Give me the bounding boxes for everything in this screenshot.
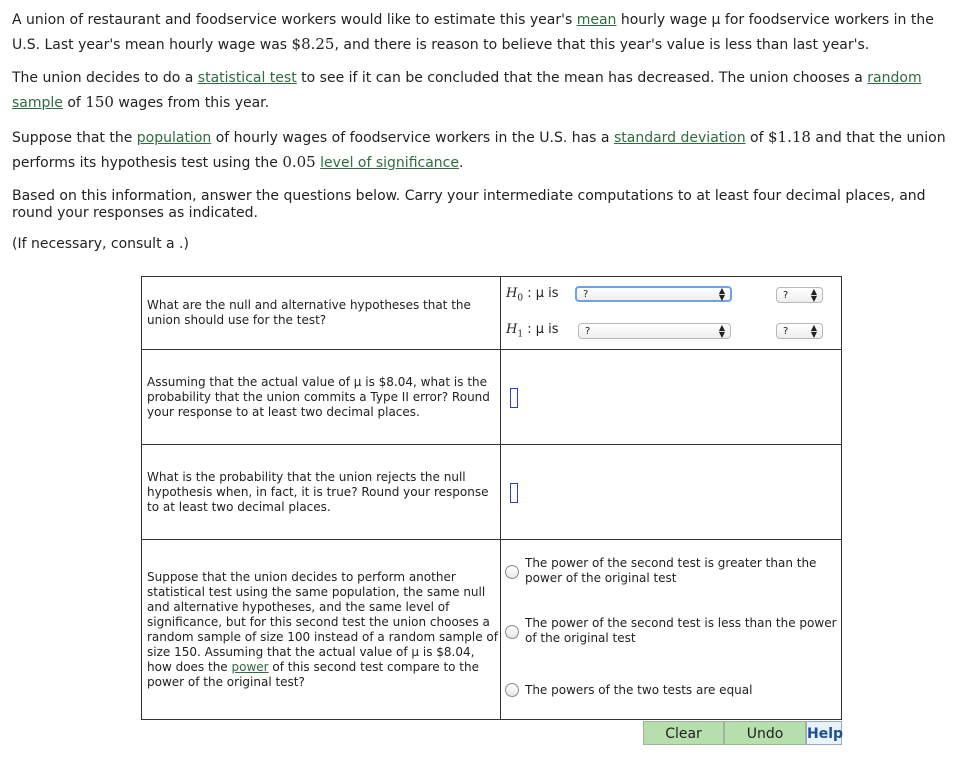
- h0-relation-select[interactable]: [575, 286, 732, 302]
- power-comparison-answer: [501, 540, 842, 720]
- power-link[interactable]: power: [231, 659, 269, 674]
- intro-text: A union of restaurant and foodservice workers would like to estimate this year's: [12, 12, 577, 28]
- h0-subscript: 0: [517, 293, 524, 304]
- alpha-value: 0.05: [282, 153, 316, 171]
- population-link[interactable]: population: [136, 130, 212, 146]
- h1-label: [506, 322, 559, 340]
- level-of-significance-link[interactable]: level of significance: [320, 155, 459, 171]
- h1-subscript: 1: [517, 329, 524, 340]
- question-row-2: [142, 350, 842, 445]
- questions-table: [141, 276, 842, 720]
- radio-circle-icon[interactable]: [505, 565, 519, 579]
- updown-arrow-icon: ▲ ▼: [810, 323, 817, 339]
- power-option-equal[interactable]: [505, 683, 752, 698]
- intro-text: to see if it can be concluded that the mean has decreased. The union chooses a: [296, 70, 868, 86]
- intro-text: and that the union performs its hypothesis test using the: [12, 130, 946, 171]
- h0-is-text: : μ is: [527, 286, 559, 301]
- h1-is-text: : μ is: [527, 322, 559, 337]
- sample-size: 150: [85, 93, 114, 111]
- intro-text: The union decides to do a: [12, 70, 198, 86]
- question-row-4: [142, 540, 842, 720]
- intro-text: Suppose that the: [12, 130, 137, 146]
- updown-arrow-icon: ▲ ▼: [810, 287, 817, 303]
- radio-circle-icon[interactable]: [505, 683, 519, 697]
- type-ii-answer: [501, 350, 842, 445]
- intro-text: of hourly wages of foodservice workers in the U.S. has a: [211, 130, 614, 146]
- hypotheses-answer: [501, 277, 842, 350]
- intro-text: , and there is reason to believe that this year's value is less than last year's.: [334, 37, 870, 53]
- question-1-text: What are the null and alternative hypotheses that the union should use for the test?: [142, 277, 501, 350]
- question-row-1: [142, 277, 842, 350]
- intro-text: hourly wage μ for foodservice workers in the U.S. Last year's mean hourly wage was: [12, 12, 934, 53]
- h1-symbol: H: [506, 322, 518, 337]
- instructions: Based on this information, answer the questions below. Carry your intermediate computations to at least four decimal places, and round your responses as indicated.: [12, 188, 926, 221]
- type-ii-probability-input[interactable]: [510, 388, 518, 408]
- radio-circle-icon[interactable]: [505, 625, 519, 639]
- power-option-less-label: The power of the second test is less than the power of the original test: [525, 616, 837, 645]
- consult-note: (If necessary, consult a .): [12, 236, 189, 252]
- power-option-greater[interactable]: [505, 556, 841, 586]
- sd-value: $1.18: [768, 128, 811, 146]
- intro-text: of: [745, 130, 768, 146]
- updown-arrow-icon: ▲ ▼: [718, 323, 725, 339]
- type-i-answer: [501, 445, 842, 540]
- question-4-text-part: Suppose that the union decides to perform another statistical test using the same population, the same null and alternative hypotheses, and the same level of significance, but for this second test the union chooses a random sample of size 100 instead of a random sample of size 150. Assuming that the actual value of μ is $8.04, how does the: [147, 569, 498, 674]
- mean-link[interactable]: mean: [576, 12, 617, 28]
- type-i-probability-input[interactable]: [510, 483, 518, 503]
- help-button[interactable]: Help: [806, 721, 842, 745]
- intro-paragraph-2: [12, 66, 947, 115]
- power-option-greater-label: The power of the second test is greater than the power of the original test: [525, 556, 817, 585]
- h1-relation-select[interactable]: [578, 323, 731, 339]
- undo-button[interactable]: Undo: [724, 721, 806, 745]
- question-4-text: [142, 540, 501, 720]
- intro-text: wages from this year.: [113, 95, 270, 111]
- standard-deviation-link[interactable]: standard deviation: [613, 130, 746, 146]
- question-2-text: Assuming that the actual value of μ is $8.04, what is the probability that the union commits a Type II error? Round your response to at least two decimal places.: [142, 350, 501, 445]
- power-option-less[interactable]: [505, 616, 841, 646]
- h0-value-select[interactable]: [776, 287, 823, 303]
- last-year-wage: $8.25: [291, 35, 335, 53]
- h0-value-text: ?: [783, 290, 789, 301]
- question-row-3: [142, 445, 842, 540]
- statistical-test-link[interactable]: statistical test: [197, 70, 297, 86]
- intro-text: of: [62, 95, 86, 111]
- updown-arrow-icon: ▲ ▼: [718, 286, 725, 302]
- intro-paragraph-3: [12, 125, 947, 175]
- intro-paragraph-1: [12, 8, 947, 57]
- intro-text: .: [458, 155, 464, 171]
- h1-value-select[interactable]: [776, 323, 823, 339]
- h0-label: [506, 286, 559, 304]
- power-option-equal-label: The powers of the two tests are equal: [525, 683, 753, 697]
- clear-button[interactable]: Clear: [643, 721, 724, 745]
- question-4-text-part: of this second test compare to the power of the original test?: [147, 659, 479, 689]
- h0-relation-value: ?: [583, 289, 589, 300]
- question-3-text: What is the probability that the union rejects the null hypothesis when, in fact, it is true? Round your response to at least two decimal places.: [142, 445, 501, 540]
- h1-value-text: ?: [783, 326, 789, 337]
- random-sample-link[interactable]: random sample: [12, 70, 922, 111]
- h0-symbol: H: [506, 286, 518, 301]
- h1-relation-value: ?: [585, 326, 591, 337]
